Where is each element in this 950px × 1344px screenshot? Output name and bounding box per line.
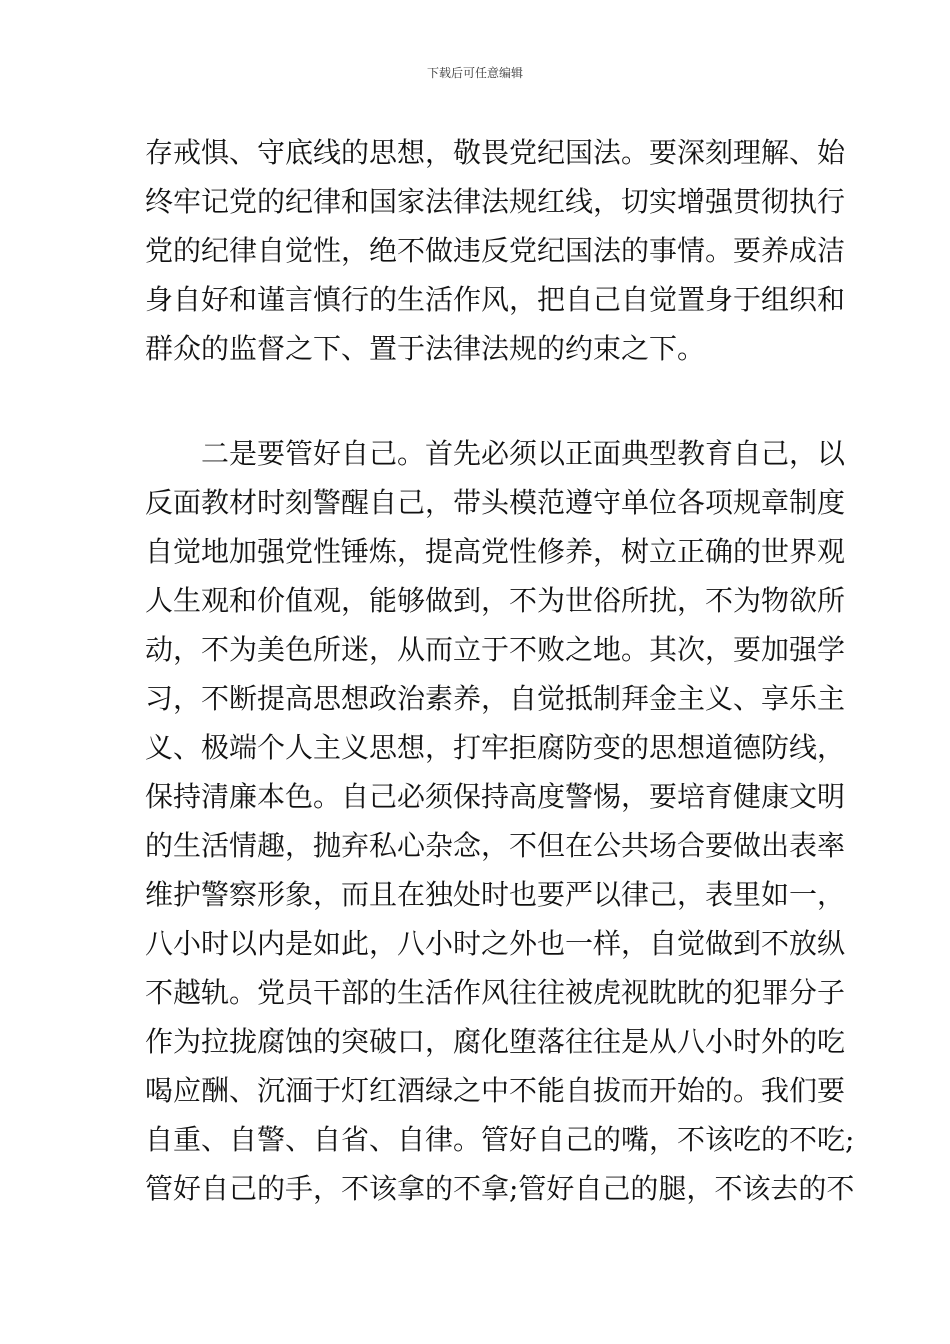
text-line: 管好自己的手，不该拿的不拿;管好自己的腿，不该去的不 — [145, 1172, 855, 1205]
text-line: 身自好和谨言慎行的生活作风，把自己自觉置身于组织和 — [145, 283, 846, 316]
text-line: 存戒惧、守底线的思想，敬畏党纪国法。要深刻理解、始 — [145, 136, 846, 169]
paragraph-2 — [145, 429, 855, 1213]
text-line: 喝应酬、沉湎于灯红酒绿之中不能自拔而开始的。我们要 — [145, 1074, 846, 1107]
text-line: 自觉地加强党性锤炼，提高党性修养，树立正确的世界观 — [145, 535, 846, 568]
text-line: 维护警察形象，而且在独处时也要严以律己，表里如一， — [145, 878, 846, 911]
text-line: 群众的监督之下、置于法律法规的约束之下。 — [145, 332, 706, 365]
paragraph-1 — [145, 128, 846, 373]
text-line: 人生观和价值观，能够做到，不为世俗所扰，不为物欲所 — [145, 584, 846, 617]
text-line: 保持清廉本色。自己必须保持高度警惕，要培育健康文明 — [145, 780, 846, 813]
text-line: 习，不断提高思想政治素养，自觉抵制拜金主义、享乐主 — [145, 682, 846, 715]
text-line: 八小时以内是如此，八小时之外也一样，自觉做到不放纵 — [145, 927, 846, 960]
text-line: 不越轨。党员干部的生活作风往往被虎视眈眈的犯罪分子 — [145, 976, 846, 1009]
text-line: 自重、自警、自省、自律。管好自己的嘴，不该吃的不吃; — [145, 1123, 855, 1156]
text-line: 党的纪律自觉性，绝不做违反党纪国法的事情。要养成洁 — [145, 234, 846, 267]
text-line: 作为拉拢腐蚀的突破口，腐化堕落往往是从八小时外的吃 — [145, 1025, 846, 1058]
page-header: 下载后可任意编辑 — [426, 66, 523, 80]
text-line: 终牢记党的纪律和国家法律法规红线，切实增强贯彻执行 — [145, 185, 846, 218]
text-line: 反面教材时刻警醒自己，带头模范遵守单位各项规章制度 — [145, 486, 846, 519]
text-line: 的生活情趣，抛弃私心杂念，不但在公共场合要做出表率 — [145, 829, 846, 862]
text-line: 二是要管好自己。首先必须以正面典型教育自己，以 — [145, 437, 846, 470]
text-line: 动，不为美色所迷，从而立于不败之地。其次，要加强学 — [145, 633, 846, 666]
text-line: 义、极端个人主义思想，打牢拒腐防变的思想道德防线， — [145, 731, 846, 764]
